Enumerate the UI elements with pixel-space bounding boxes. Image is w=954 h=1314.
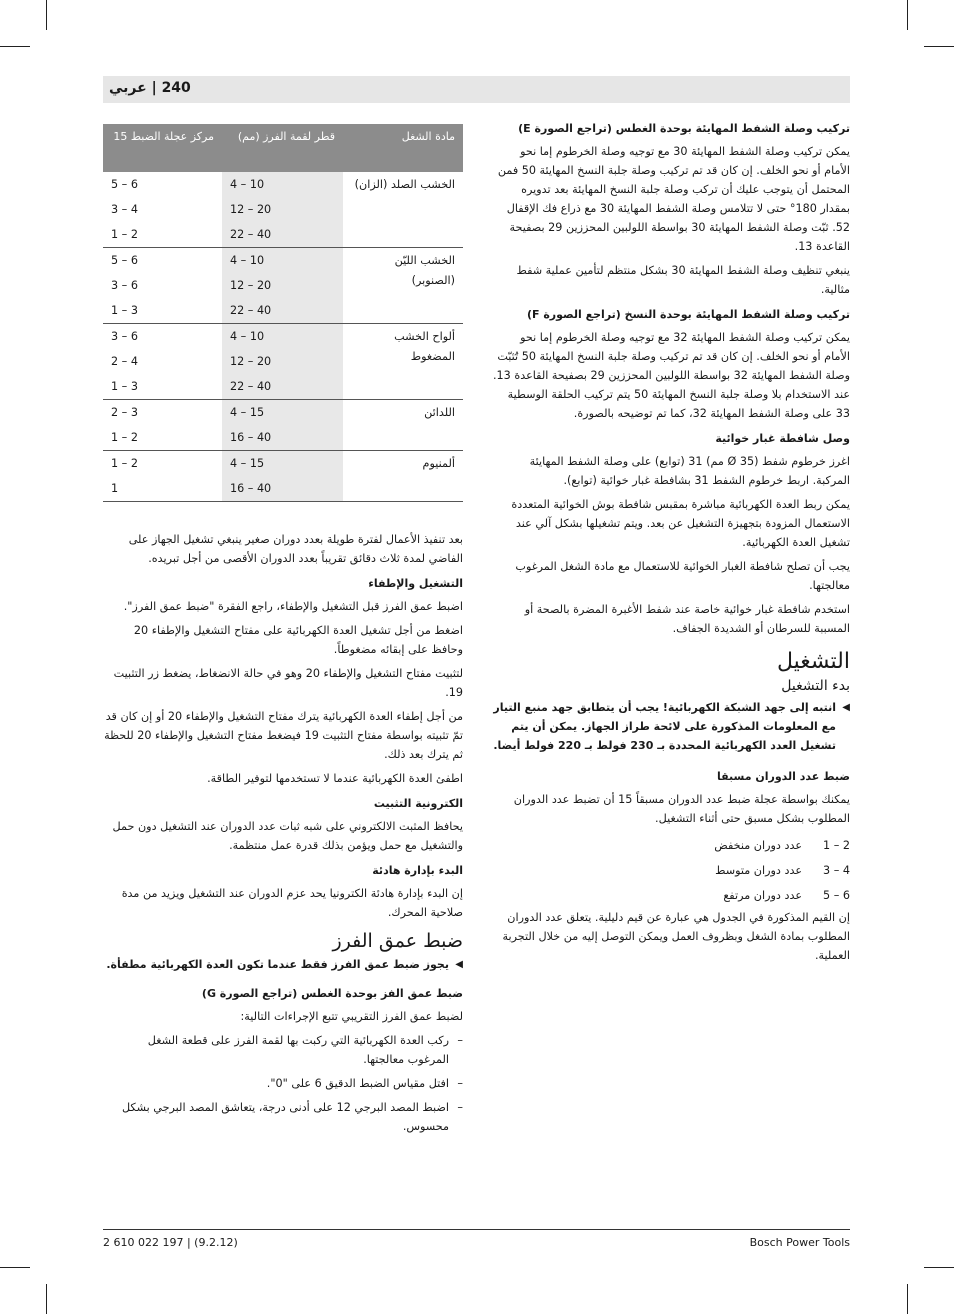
footer-rule xyxy=(103,1229,850,1230)
paragraph: يجب أن تصلح شافطة الغبار الخوائية للاستعمال مع مادة الشغل المرغوب معالجتها. xyxy=(515,560,850,592)
speed-item xyxy=(493,883,850,908)
section-heading: ضبط عدد الدوران مسبقا xyxy=(716,770,850,783)
right-column xyxy=(493,113,850,970)
paragraph: إن القيم المذكورة في الجدول هي عبارة عن قيم دليلية. يتعلق عدد الدوران المطلوب بمادة الشغل وبظروف العمل ويمكن التوصل إليه من خلال التجربة العملية. xyxy=(502,911,850,962)
dash-bullet: – xyxy=(457,1101,463,1114)
paragraph: يمكنك بواسطة عجلة ضبط عدد الدوران مسبقاً 15 أن تضبط عدد الدوران المطلوب بشكل مسبق حتى أثناء التشغيل. xyxy=(513,793,850,825)
setting-value: 1 xyxy=(111,482,119,495)
setting-cell xyxy=(103,400,222,451)
crop-mark xyxy=(924,1267,954,1268)
diameter-cell xyxy=(222,451,343,502)
section-heading: تركيب وصلة الشفط المهايئة بوحدة الغطس (تراجع الصورة E) xyxy=(518,122,850,135)
section-title: ضبط عمق الفرز xyxy=(332,930,463,952)
list-item xyxy=(103,1031,463,1069)
page-number: 240 | عربي xyxy=(109,80,191,96)
setting-value: 5 – 6 xyxy=(111,254,138,267)
setting-value: 3 – 6 xyxy=(111,330,138,343)
paragraph: لضبط عمق الفرز التقريبي تتبع الإجراءات التالية: xyxy=(240,1010,463,1023)
diameter-value: 22 – 40 xyxy=(230,380,272,393)
list-item xyxy=(103,1074,463,1093)
paragraph: بعد تنفيذ الأعمال لفترة طويلة بعدد دوران صغير ينبغي تشغيل الجهاز على الفاضي لمدة ثلاث دقائق تقريباً بعدد الدوران الأقصى من أجل تبريده. xyxy=(128,533,463,565)
diameter-value: 16 – 40 xyxy=(230,431,272,444)
setting-value: 2 – 4 xyxy=(111,355,138,368)
setting-value: 3 – 6 xyxy=(111,279,138,292)
table-row xyxy=(103,451,463,502)
footer-doc-number: 2 610 022 197 | (9.2.12) xyxy=(103,1236,238,1249)
table-row xyxy=(103,324,463,400)
paragraph: استخدم شافطة غبار خوائية خاصة عند شفط الأغبرة المضرة بالصحة أو المسببة للسرطان أو الشديدة الجفاف. xyxy=(524,603,850,635)
crop-mark xyxy=(924,46,954,47)
setting-cell xyxy=(103,248,222,324)
material-cell: اللدائن xyxy=(343,400,463,451)
speed-label: عدد دوران منخفض xyxy=(714,839,802,852)
setting-value: 1 – 2 xyxy=(111,457,138,470)
speed-range: 5 – 6 xyxy=(823,889,850,902)
dash-bullet: – xyxy=(457,1034,463,1047)
material-cell: الخشب الليّن (الصنوبر) xyxy=(343,248,463,324)
setting-value: 5 – 6 xyxy=(111,178,138,191)
material-cell: ألمنيوم xyxy=(343,451,463,502)
dash-bullet: – xyxy=(457,1077,463,1090)
paragraph: يمكن ربط العدة الكهربائية مباشرة بمقبس شافطة بوش الخوائية المتعددة الاستعمال المزودة بتجهيزة التشغيل عن بعد. ويتم تشغيلها بشكل آلي عند تشغيل العدة الكهربائية. xyxy=(511,498,850,549)
diameter-value: 4 – 10 xyxy=(230,330,265,343)
table-header: قطر لقمة الفرز (مم) xyxy=(222,124,343,172)
list-item xyxy=(103,1098,463,1136)
speed-range: 1 – 2 xyxy=(823,839,850,852)
speed-item xyxy=(493,858,850,883)
setting-cell xyxy=(103,324,222,400)
router-speed-table xyxy=(103,124,463,502)
list-item-text: ركب العدة الكهربائية التي ركبت بها لقمة الفرز على قطعة الشغل المرغوب معالجتها. xyxy=(147,1034,449,1066)
setting-cell xyxy=(103,172,222,248)
material-cell: ألواح الخشب المضغوط xyxy=(343,324,463,400)
diameter-cell xyxy=(222,172,343,248)
section-heading: تركيب وصلة الشفط المهايئة بوحدة النسخ (تراجع الصورة F) xyxy=(526,308,850,321)
section-heading: الكترونية التثبيت xyxy=(373,797,463,810)
left-column xyxy=(103,530,463,1141)
paragraph: اضغط من أجل تشغيل العدة الكهربائية على مفتاح التشغيل والإطفاء 20 وحافظ على إبقائه مضغوطاً. xyxy=(133,624,463,656)
warning-note xyxy=(493,698,850,755)
paragraph: يمكن تركيب وصلة الشفط المهايئة 30 مع توجيه وصلة الخرطوم إما نحو الأمام أو نحو الخلف. إن كان قد تم تركيب وصلة جلبة النسخ المهايئة 50 فمن المحتمل أن يتوجب عليك أن تركب وصلة جلبة النسخ المهايئة بعد تدويره بمقدار 180° حتى لا تتلامس وصلة الشفط المهايئة 30 مع ذراع فك الإقفال 52. ثبّت وصلة الشفط المهايئة 30 بواسطة اللولبين المحززين 29 بصفيحة القاعدة 13. xyxy=(497,145,850,253)
warning-text: انتبه إلى جهد الشبكة الكهربائية! يجب أن يتطابق جهد منبع التيار مع المعلومات المذكورة على لائحة طراز الجهاز. يمكن أن يتم تشغيل العدد الكهربائية المحددة بـ 230 فولط بـ 220 فولط أيضا. xyxy=(493,701,836,752)
setting-cell xyxy=(103,451,222,502)
diameter-cell xyxy=(222,248,343,324)
material-cell: الخشب الصلد (الزان) xyxy=(343,172,463,248)
diameter-value: 4 – 15 xyxy=(230,406,265,419)
setting-value: 1 – 3 xyxy=(111,380,138,393)
diameter-value: 16 – 40 xyxy=(230,482,272,495)
paragraph: لتثبيت مفتاح التشغيل والإطفاء 20 وهو في حالة الانضغاط، يضغط زر التثبيت 19. xyxy=(113,667,463,699)
list-item-text: افتل مقياس الضبط الدقيق 6 على "0". xyxy=(266,1077,449,1090)
diameter-value: 22 – 40 xyxy=(230,228,272,241)
diameter-cell xyxy=(222,324,343,400)
paragraph: إن البدء بإدارة هادئة الكترونيا يحد عزم الدوران عند التشغيل ويزيد من مدة صلاحية المحرك. xyxy=(121,887,463,919)
warning-triangle-icon: ◀ xyxy=(455,959,463,970)
section-heading: ضبط عمق الفز بوحدة الغطس (تراجع الصورة G) xyxy=(201,987,463,1000)
crop-mark xyxy=(46,0,47,30)
paragraph: يحافظ المثبت الالكتروني على شبه ثبات عدد الدوران عند التشغيل دون حمل والتشغيل مع حمل ويؤمن بذلك قدرة عمل منتظمة. xyxy=(112,820,463,852)
table-row xyxy=(103,172,463,248)
footer-brand: Bosch Power Tools xyxy=(749,1236,850,1249)
table-row xyxy=(103,248,463,324)
diameter-value: 4 – 10 xyxy=(230,254,265,267)
chapter-title: التشغيل xyxy=(777,649,850,674)
diameter-value: 22 – 40 xyxy=(230,304,272,317)
paragraph: اغرز خرطوم شفط (35 Ø مم) 31 (توابع) على وصلة الشفط المهايئة المركبة. اربط خرطوم الشفط 31 بشافطة غبار خوائية (توابع). xyxy=(529,455,850,487)
diameter-value: 12 – 20 xyxy=(230,355,272,368)
setting-value: 2 – 3 xyxy=(111,406,138,419)
crop-mark xyxy=(907,1284,908,1314)
setting-value: 1 – 3 xyxy=(111,304,138,317)
speed-range: 3 – 4 xyxy=(823,864,850,877)
diameter-value: 4 – 15 xyxy=(230,457,265,470)
section-heading: البدء بإدارة هادئة xyxy=(372,864,463,877)
diameter-cell xyxy=(222,400,343,451)
paragraph: اضبط عمق الفرز قبل التشغيل والإطفاء، راجع الفقرة "ضبط عمق الفرز". xyxy=(123,600,463,613)
table-header: مادة الشغل xyxy=(343,124,463,172)
table-row xyxy=(103,400,463,451)
section-heading: التشغيل والإطفاء xyxy=(368,577,463,590)
warning-text: يجوز ضبط عمق الفرز فقط عندما تكون العدة الكهربائية مطفأة. xyxy=(106,958,449,971)
speed-item xyxy=(493,833,850,858)
paragraph: من أجل إطفاء العدة الكهربائية يترك مفتاح التشغيل والإطفاء 20 أو إن كان قد تمّ تثبيته بواسطة مفتاح التثبيت 19 فيضغط مفتاح التشغيل والإطفاء 20 للحظة ثم يترك بعد ذلك. xyxy=(104,710,463,761)
section-heading: وصل شافطة غبار خوائية xyxy=(715,432,850,445)
setting-value: 1 – 2 xyxy=(111,228,138,241)
header-bar xyxy=(103,76,850,103)
setting-value: 1 – 2 xyxy=(111,431,138,444)
warning-triangle-icon: ◀ xyxy=(842,702,850,713)
crop-mark xyxy=(0,1267,30,1268)
crop-mark xyxy=(46,1284,47,1314)
diameter-value: 4 – 10 xyxy=(230,178,265,191)
diameter-value: 12 – 20 xyxy=(230,203,272,216)
procedure-list xyxy=(103,1031,463,1136)
speed-list xyxy=(493,833,850,908)
paragraph: ينبغي تنظيف وصلة الشفط المهايئة 30 بشكل منتظم لتأمين عملية شفط مثالية. xyxy=(516,264,850,296)
crop-mark xyxy=(0,46,30,47)
list-item-text: اضبط المصد البرجي 12 على أدنى درجة، يتعاشق المصد البرجي بشكل محسوس. xyxy=(121,1101,449,1133)
diameter-value: 12 – 20 xyxy=(230,279,272,292)
crop-mark xyxy=(907,0,908,30)
subsection-title: بدء التشغيل xyxy=(781,678,850,694)
speed-label: عدد دوران متوسط xyxy=(715,864,802,877)
setting-value: 3 – 4 xyxy=(111,203,138,216)
speed-label: عدد دوران مرتفع xyxy=(723,889,802,902)
paragraph: يمكن تركيب وصلة الشفط المهايئة 32 مع توجيه وصلة الخرطوم إما نحو الأمام أو نحو الخلف. إن كان قد تم تركيب وصلة جلبة النسخ المهايئة 50 تُثبّت وصلة الشفط المهايئة 32 بواسطة اللولبين المحززين 29 بصفيحة القاعدة 13. عند الاستخدام بلا وصلة جلبة النسخ المهايئة 50 يتم تركيب الحلقة الوسطية 33 على وصلة الشفط المهايئة 32، كما تم توضيحه بالصورة. xyxy=(492,331,850,420)
paragraph: اطفئ العدة الكهربائية عندما لا تستخدمها لتوفير الطاقة. xyxy=(207,772,463,785)
warning-note xyxy=(103,955,463,974)
table-header: مركز عجلة الضبط 15 xyxy=(103,124,222,172)
